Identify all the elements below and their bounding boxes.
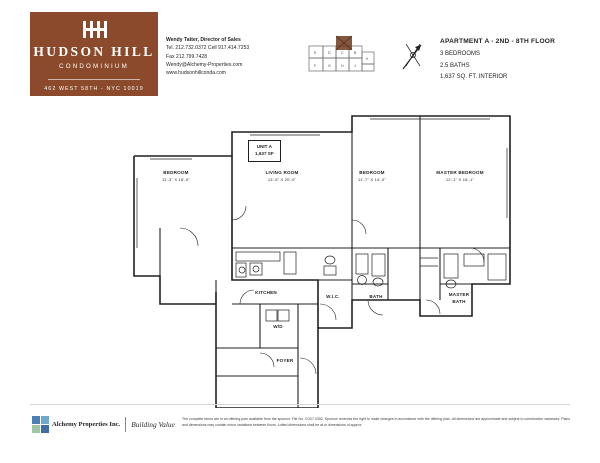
- room-label-foyer: [270, 358, 300, 365]
- contact-name: Wendy Tatter, Director of Sales: [166, 37, 241, 43]
- brand-logo-block: [30, 12, 158, 96]
- alchemy-logo: [32, 416, 175, 433]
- legal-disclaimer: The complete terms are in an offering plan available from the sponsor. File No. CD07-0352. Sponsor reserves the right to make changes in accordance with the offering plan. All dimensions are approximate and subject to construction variances. Plans and dimensions may contain minor variations between floors. Lofted dimensions shall be at or dimensions of approx.: [182, 417, 570, 428]
- room-name: W.I.C.: [326, 294, 340, 299]
- key-plan: [303, 34, 389, 86]
- svg-text:B: B: [354, 51, 357, 55]
- svg-text:H: H: [341, 64, 344, 68]
- room-dim: 12'-1" X 16'-1": [445, 176, 475, 182]
- floor-plan-drawing: [120, 108, 520, 408]
- brand-divider: [48, 79, 140, 80]
- svg-text:J: J: [354, 64, 356, 68]
- room-name: W/D: [273, 324, 283, 329]
- room-name: KITCHEN: [255, 290, 277, 295]
- alchemy-company-name: Alchemy Properties Inc.: [52, 421, 121, 428]
- contact-fax: Fax 212.799.7428: [166, 53, 208, 60]
- four-square-grid-icon: [32, 416, 49, 433]
- alchemy-tagline: Building Value: [131, 420, 175, 429]
- room-name: BATH: [369, 294, 383, 299]
- apartment-title: APARTMENT A - 2ND - 8TH FLOOR: [440, 38, 556, 45]
- room-label-living-room: [252, 170, 312, 182]
- room-label-wic: [320, 294, 346, 301]
- room-label-master-bedroom: [428, 170, 492, 182]
- room-dim: 13'-5" X 20'-0": [267, 176, 297, 182]
- footer-divider: [30, 404, 570, 405]
- north-arrow: [396, 36, 430, 76]
- unit-stamp-line1: UNIT A: [256, 144, 272, 149]
- room-label-bedroom-1: [148, 170, 204, 182]
- svg-text:G: G: [328, 64, 331, 68]
- four-bar-monogram-icon: [81, 21, 107, 38]
- room-name: MASTER BEDROOM: [436, 170, 484, 175]
- contact-email[interactable]: Wendy@Alchemy-Properties.com: [166, 61, 243, 68]
- room-dim: 11'-3" X 16'-0": [162, 176, 190, 182]
- apartment-info: [440, 36, 555, 84]
- contact-block: [166, 36, 249, 77]
- svg-text:F: F: [314, 64, 317, 68]
- apartment-bedrooms: 3 BEDROOMS: [440, 50, 481, 57]
- room-label-master-bath: [442, 292, 476, 305]
- brand-name: HUDSON HILL: [33, 44, 155, 59]
- room-name: LIVING ROOM: [265, 170, 299, 175]
- room-label-kitchen: [246, 290, 286, 297]
- svg-text:K: K: [366, 57, 369, 61]
- floor-plan: [120, 108, 520, 408]
- contact-web[interactable]: www.hudsonhillconda.com: [166, 70, 227, 76]
- room-name: BEDROOM: [359, 170, 385, 175]
- room-dim: 11'-7" X 14'-0": [358, 176, 386, 182]
- brand-address: 462 WEST 58TH - NYC 10019: [44, 86, 144, 92]
- footer-separator: [125, 417, 126, 432]
- room-name: MASTER BATH: [448, 292, 470, 304]
- svg-text:E: E: [314, 51, 317, 55]
- brand-subtitle: CONDOMINIUM: [59, 63, 129, 70]
- contact-tel: Tel. 212.732.0372 Cell 917.414.7253: [166, 45, 250, 52]
- room-label-bath: [363, 294, 389, 301]
- apartment-baths: 2.5 BATHS: [440, 62, 470, 69]
- svg-text:C: C: [341, 51, 344, 55]
- room-name: FOYER: [276, 358, 294, 363]
- unit-stamp: [248, 140, 281, 162]
- svg-text:D: D: [328, 51, 331, 55]
- apartment-area: 1,637 SQ. FT. INTERIOR: [440, 74, 508, 81]
- room-name: BEDROOM: [163, 170, 189, 175]
- room-label-bedroom-2: [344, 170, 400, 182]
- unit-stamp-line2: 1,637 SF: [255, 150, 274, 156]
- room-label-washer-dryer: [266, 324, 290, 331]
